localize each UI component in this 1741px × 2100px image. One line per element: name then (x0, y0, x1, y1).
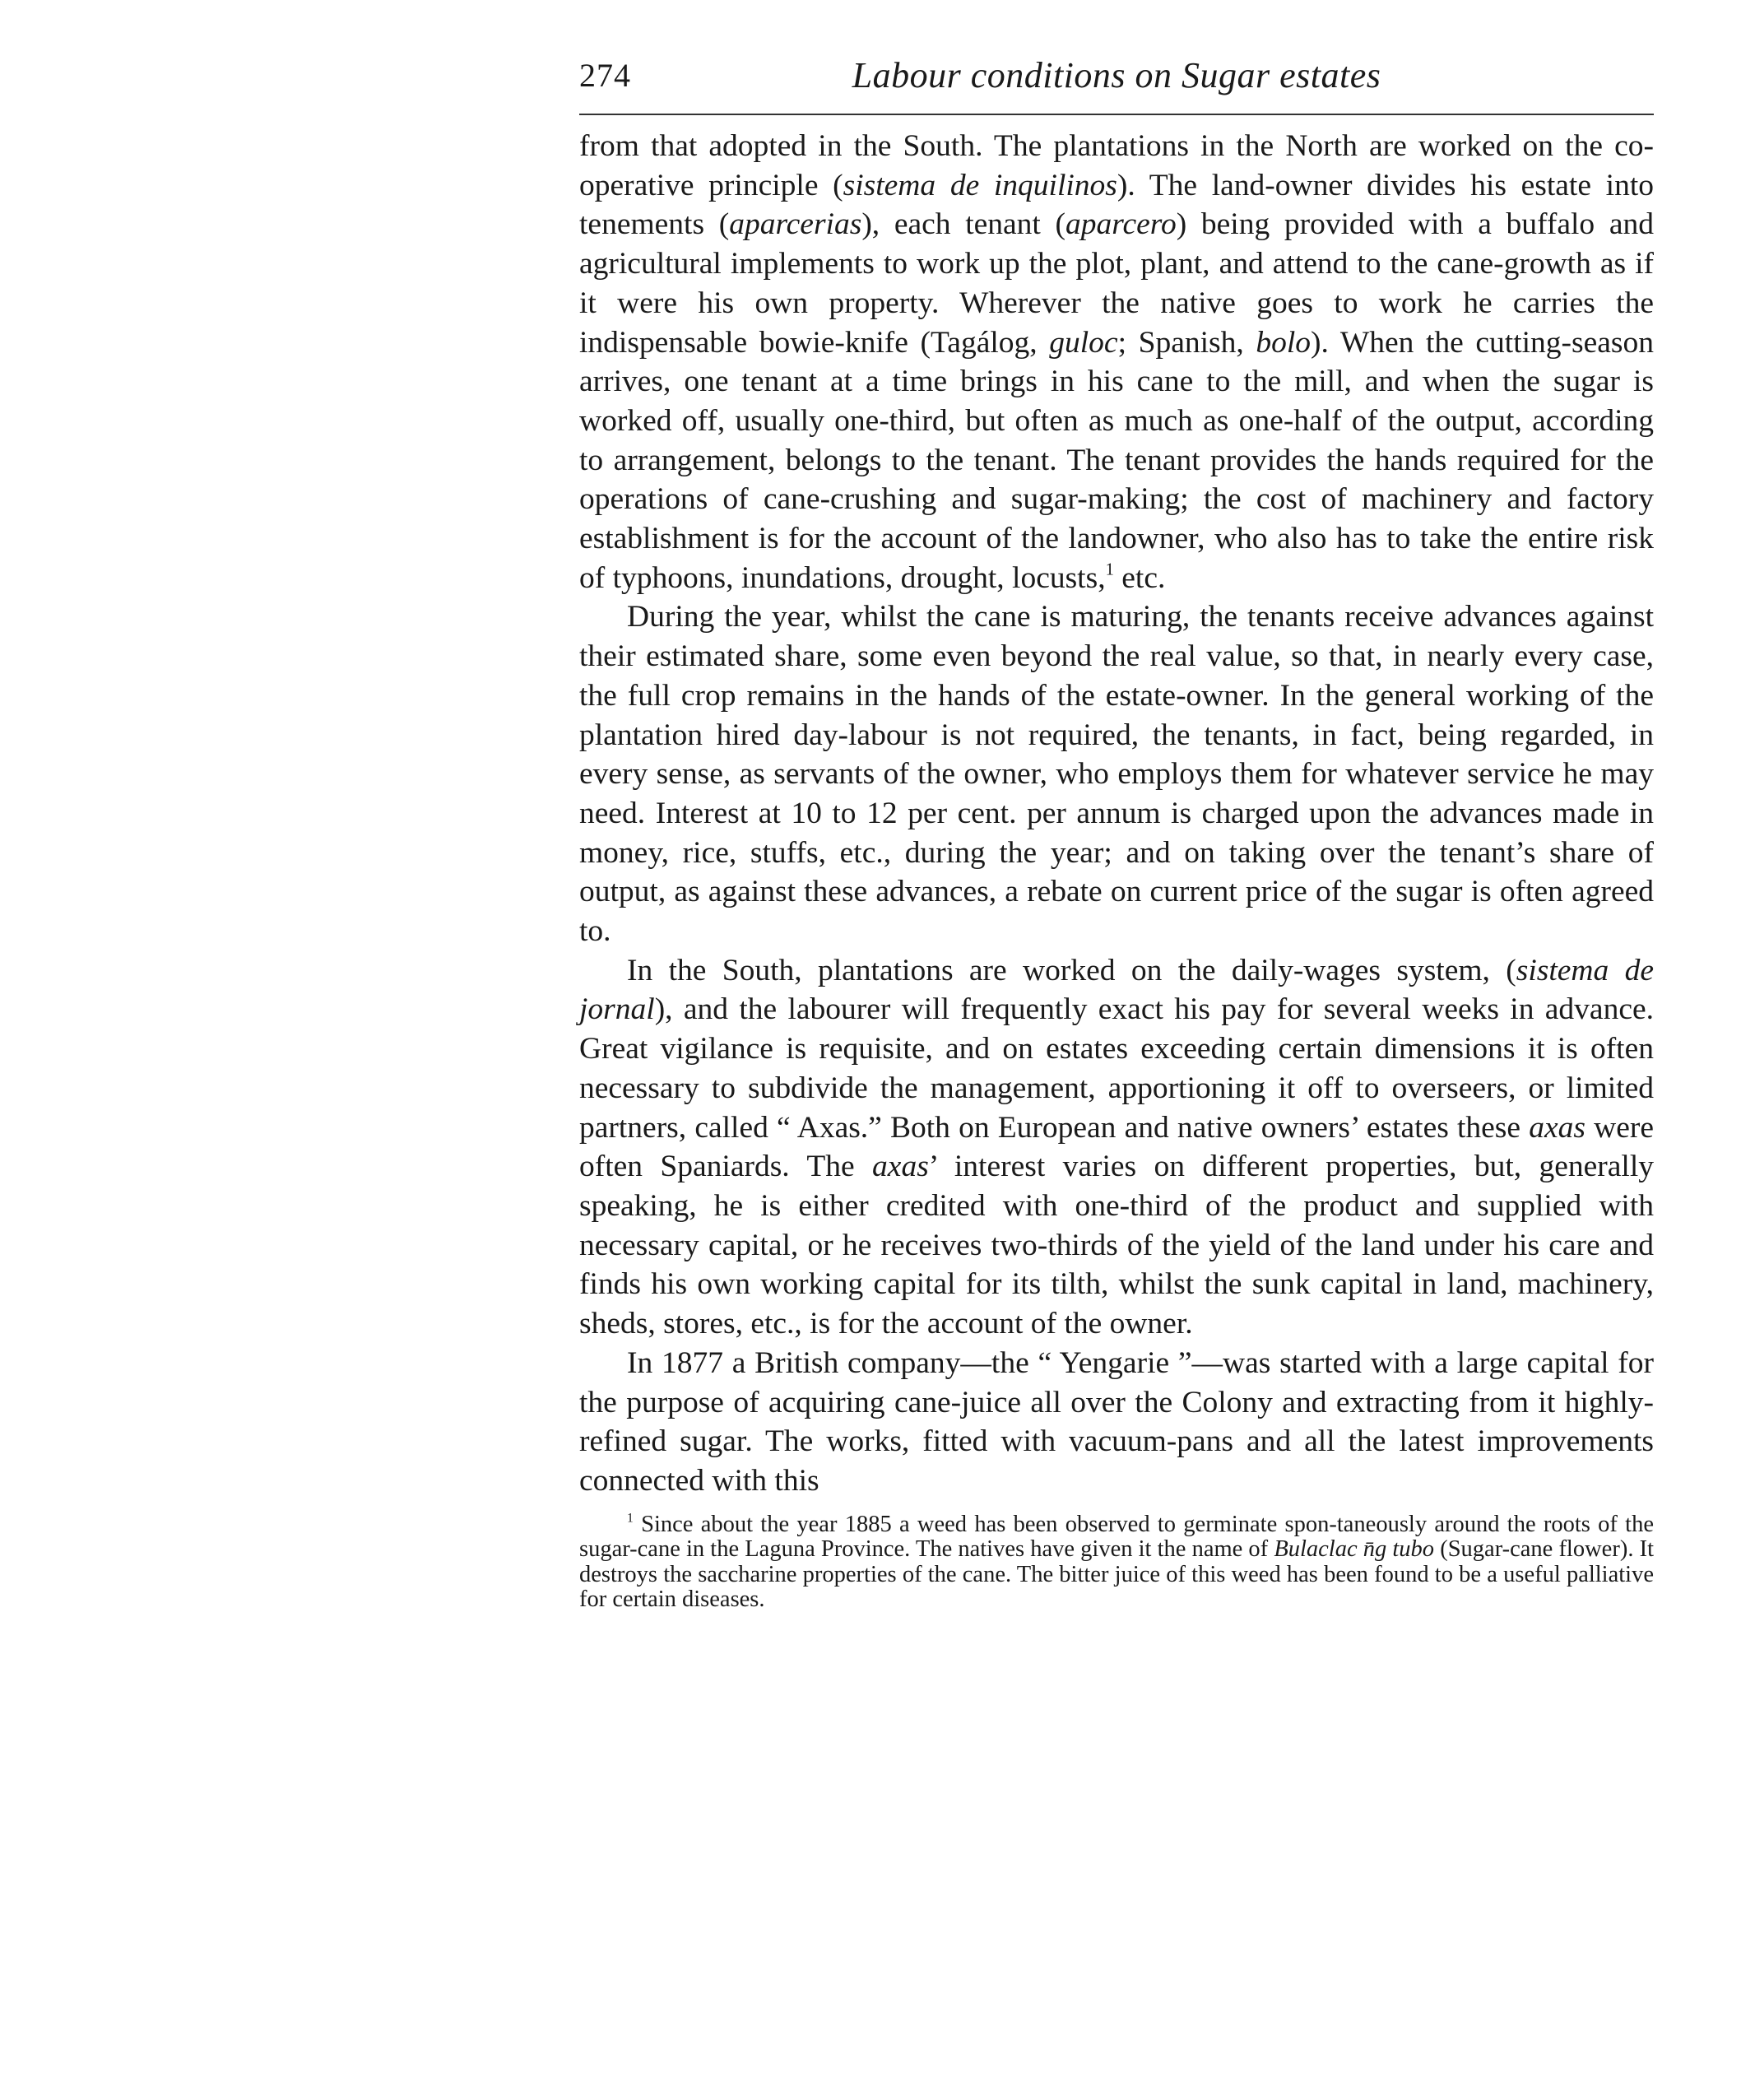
text-run: ’ interest varies on different properties, but, generally speaking, he is either credited with one-third of the product and supplied with necessary capital, or he receives two-thirds of the yield of the land under his care and finds his own working capital for its tilth, whilst the sunk capital in land, machinery, sheds, stores, etc., is for the account of the owner. (579, 1150, 1654, 1341)
paragraph (579, 1344, 1654, 1501)
text-run: Since about the year 1885 a weed has been observed to germinate spon-taneously around the roots of the sugar-cane in the Laguna Province. The natives have given it the name of (579, 1511, 1654, 1563)
page-number: 274 (579, 57, 631, 94)
text-run: During the year, whilst the cane is maturing, the tenants receive advances against their estimated share, some even beyond the real value, so that, in nearly every case, the full crop remains in the hands of the estate-owner. In the general working of the plantation hired day-labour is not required, the tenants, in fact, being regarded, in every sense, as servants of the owner, who employs them for whatever service he may need. Interest at 10 to 12 per cent. per annum is charged upon the advances made in money, rice, stuffs, etc., during the year; and on taking over the tenant’s share of output, as against these advances, a rebate on current price of the sugar is often agreed to. (579, 600, 1654, 949)
body-text (579, 127, 1654, 1501)
footnote (579, 1512, 1654, 1613)
italic-term: Bulaclac n̄g tubo (1274, 1536, 1435, 1563)
italic-term: axas (1529, 1110, 1585, 1145)
running-title: Labour conditions on Sugar estates (852, 55, 1381, 95)
italic-term: aparcero (1065, 207, 1177, 242)
page-header (579, 51, 1654, 102)
text-run: In the South, plantations are worked on the daily-wages system, ( (627, 953, 1516, 987)
text-run: ), each tenant ( (861, 207, 1066, 242)
text-run: In 1877 a British company—the “ Yengarie ”—was started with a large capital for the purpose of acquiring cane-juice all over the Colony and extracting from it highly-refined sugar. The works, fitted with vacuum-pans and all the latest improvements connected with this (579, 1345, 1654, 1498)
text-run: ). The land-owner divides his estate into tenements ( (579, 168, 1654, 242)
text-run: etc. (1113, 560, 1166, 595)
text-run: from that adopted in the South. The plantations in the North are worked on the co-operative principle ( (579, 129, 1654, 202)
paragraph (579, 597, 1654, 950)
text-run: were often Spaniards. The (579, 1110, 1654, 1184)
paragraph (579, 951, 1654, 1344)
italic-term: guloc (1049, 325, 1118, 360)
italic-term: bolo (1256, 325, 1312, 360)
footnote-marker: 1 (1105, 560, 1114, 579)
header-rule (579, 114, 1654, 115)
paragraph (579, 127, 1654, 597)
footnote-marker: 1 (627, 1510, 634, 1525)
italic-term: axas (872, 1150, 929, 1184)
italic-term: sistema de inquilinos (843, 168, 1117, 202)
text-run: (Sugar-cane flower). It destroys the saccharine properties of the cane. The bitter juice of this weed has been found to be a useful palliative for certain diseases. (579, 1536, 1654, 1613)
book-page (579, 51, 1654, 1613)
text-run: ) being provided with a buffalo and agricultural implements to work up the plot, plant, and attend to the cane-growth as if it were his own property. Wherever the native goes to work he carries the indispensable bowie-knife (Tagálog, (579, 207, 1654, 360)
text-run: ), and the labourer will frequently exact his pay for several weeks in advance. Great vigilance is requisite, and on estates exceeding certain dimensions it is often necessary to subdivide the management, apportioning it off to overseers, or limited partners, called “ Axas.” Both on European and native owners’ estates these (579, 992, 1654, 1145)
italic-term: aparcerias (729, 207, 862, 242)
text-run: ; Spanish, (1117, 325, 1256, 360)
italic-term: sistema de jornal (579, 953, 1654, 1027)
footnote-text (579, 1512, 1654, 1613)
text-run: ). When the cutting-season arrives, one tenant at a time brings in his cane to the mill, and when the sugar is worked off, usually one-third, but often as much as one-half of the output, according to arrangement, belongs to the tenant. The tenant provides the hands required for the operations of cane-crushing and sugar-making; the cost of machinery and factory establishment is for the account of the landowner, who also has to take the entire risk of typhoons, inundations, drought, locusts, (579, 325, 1655, 595)
